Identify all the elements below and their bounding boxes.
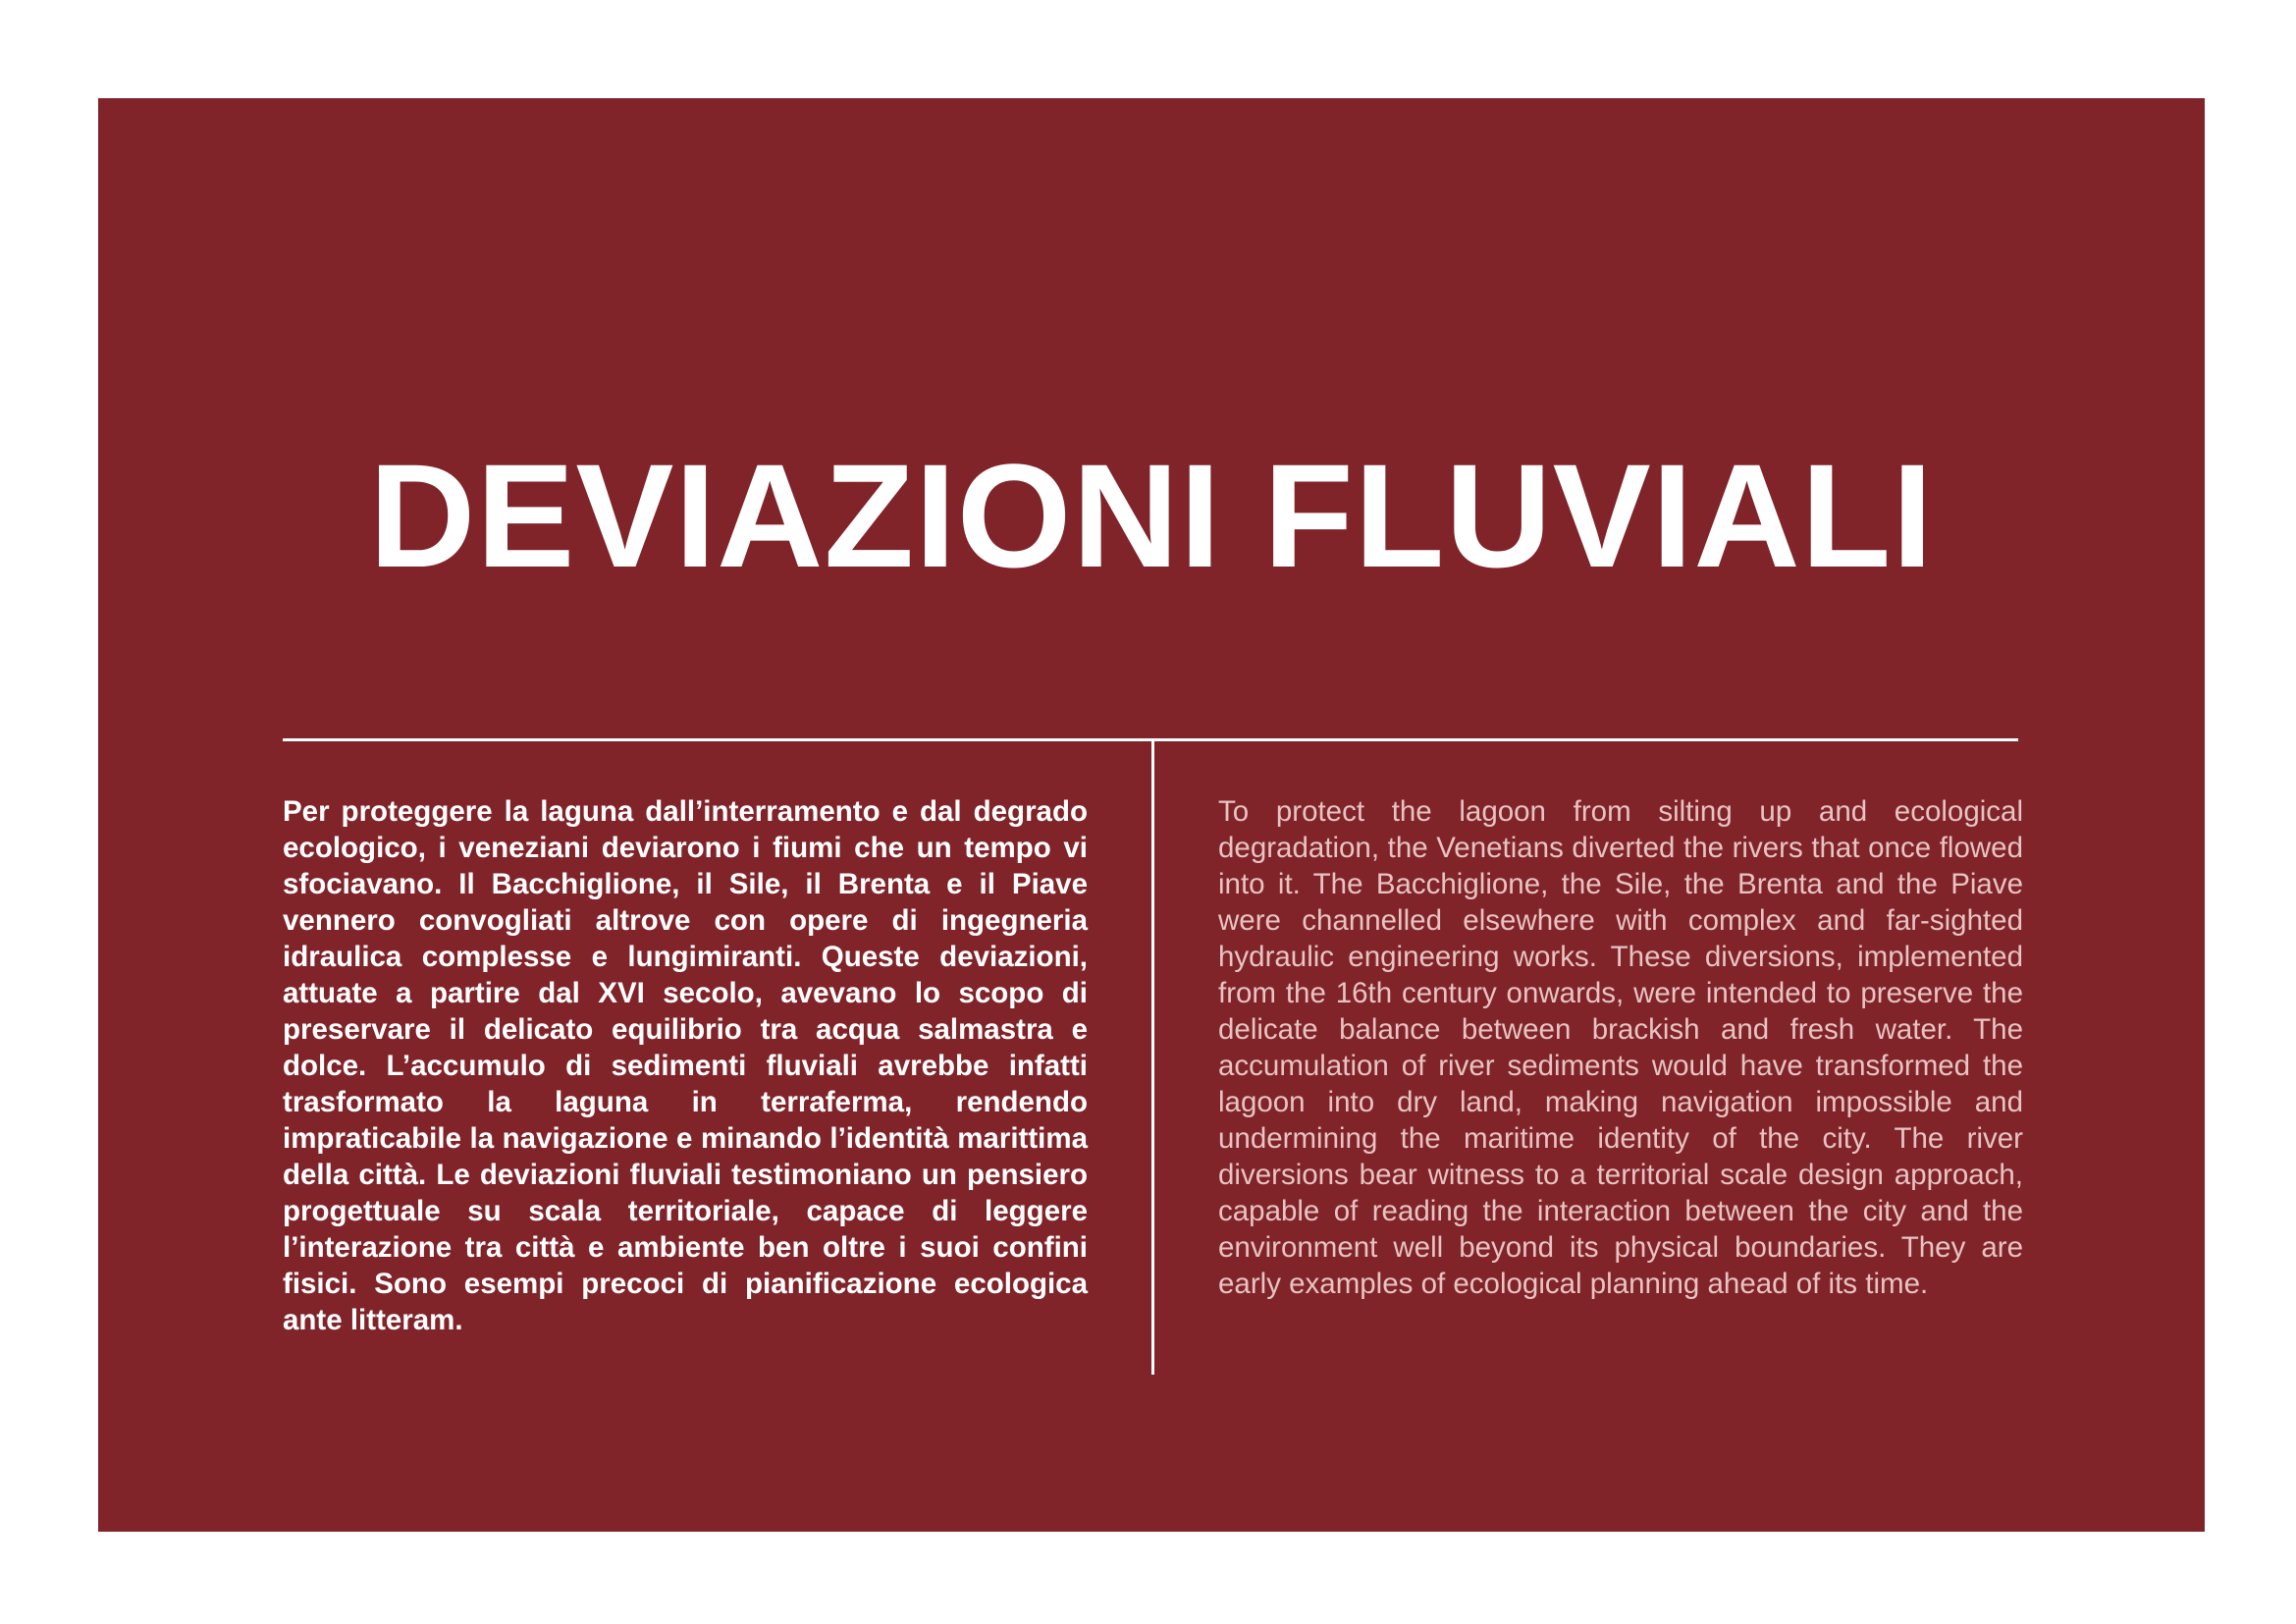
- italian-body-text: Per proteggere la laguna dall’interramento e dal degrado ecologico, i veneziani deviarono i fiumi che un tempo vi sfociavano. Il Bacchiglione, il Sile, il Brenta e il Piave vennero convogliati altrove con opere di ingegneria idraulica complesse e lungimiranti. Queste deviazioni, attuate a partire dal XVI secolo, avevano lo scopo di preservare il delicato equilibrio tra acqua salmastra e dolce. L’accumulo di sedimenti fluviali avrebbe infatti trasformato la laguna in terraferma, rendendo impraticabile la navigazione e minando l’identità marittima della città. Le deviazioni fluviali testimoniano un pensiero progettuale su scala territoriale, capace di leggere l’interazione tra città e ambiente ben oltre i suoi confini fisici. Sono esempi precoci di pianificazione ecologica ante litteram.: [283, 795, 1088, 1336]
- english-body-text: To protect the lagoon from silting up and ecological degradation, the Venetians diverted the rivers that once flowed into it. The Bacchiglione, the Sile, the Brenta and the Piave were channelled elsewhere with complex and far-sighted hydraulic engineering works. These diversions, implemented from the 16th century onwards, were intended to preserve the delicate balance between brackish and fresh water. The accumulation of river sediments would have transformed the lagoon into dry land, making navigation impossible and undermining the maritime identity of the city. The river diversions bear witness to a territorial scale design approach, capable of reading the interaction between the city and the environment well beyond its physical boundaries. They are early examples of ecological planning ahead of its time.: [1218, 795, 2023, 1300]
- horizontal-rule: [283, 738, 2018, 741]
- page-title: DEVIAZIONI FLUVIALI: [369, 433, 1934, 598]
- content-panel: [98, 98, 2205, 1532]
- column-divider: [1151, 738, 1154, 1375]
